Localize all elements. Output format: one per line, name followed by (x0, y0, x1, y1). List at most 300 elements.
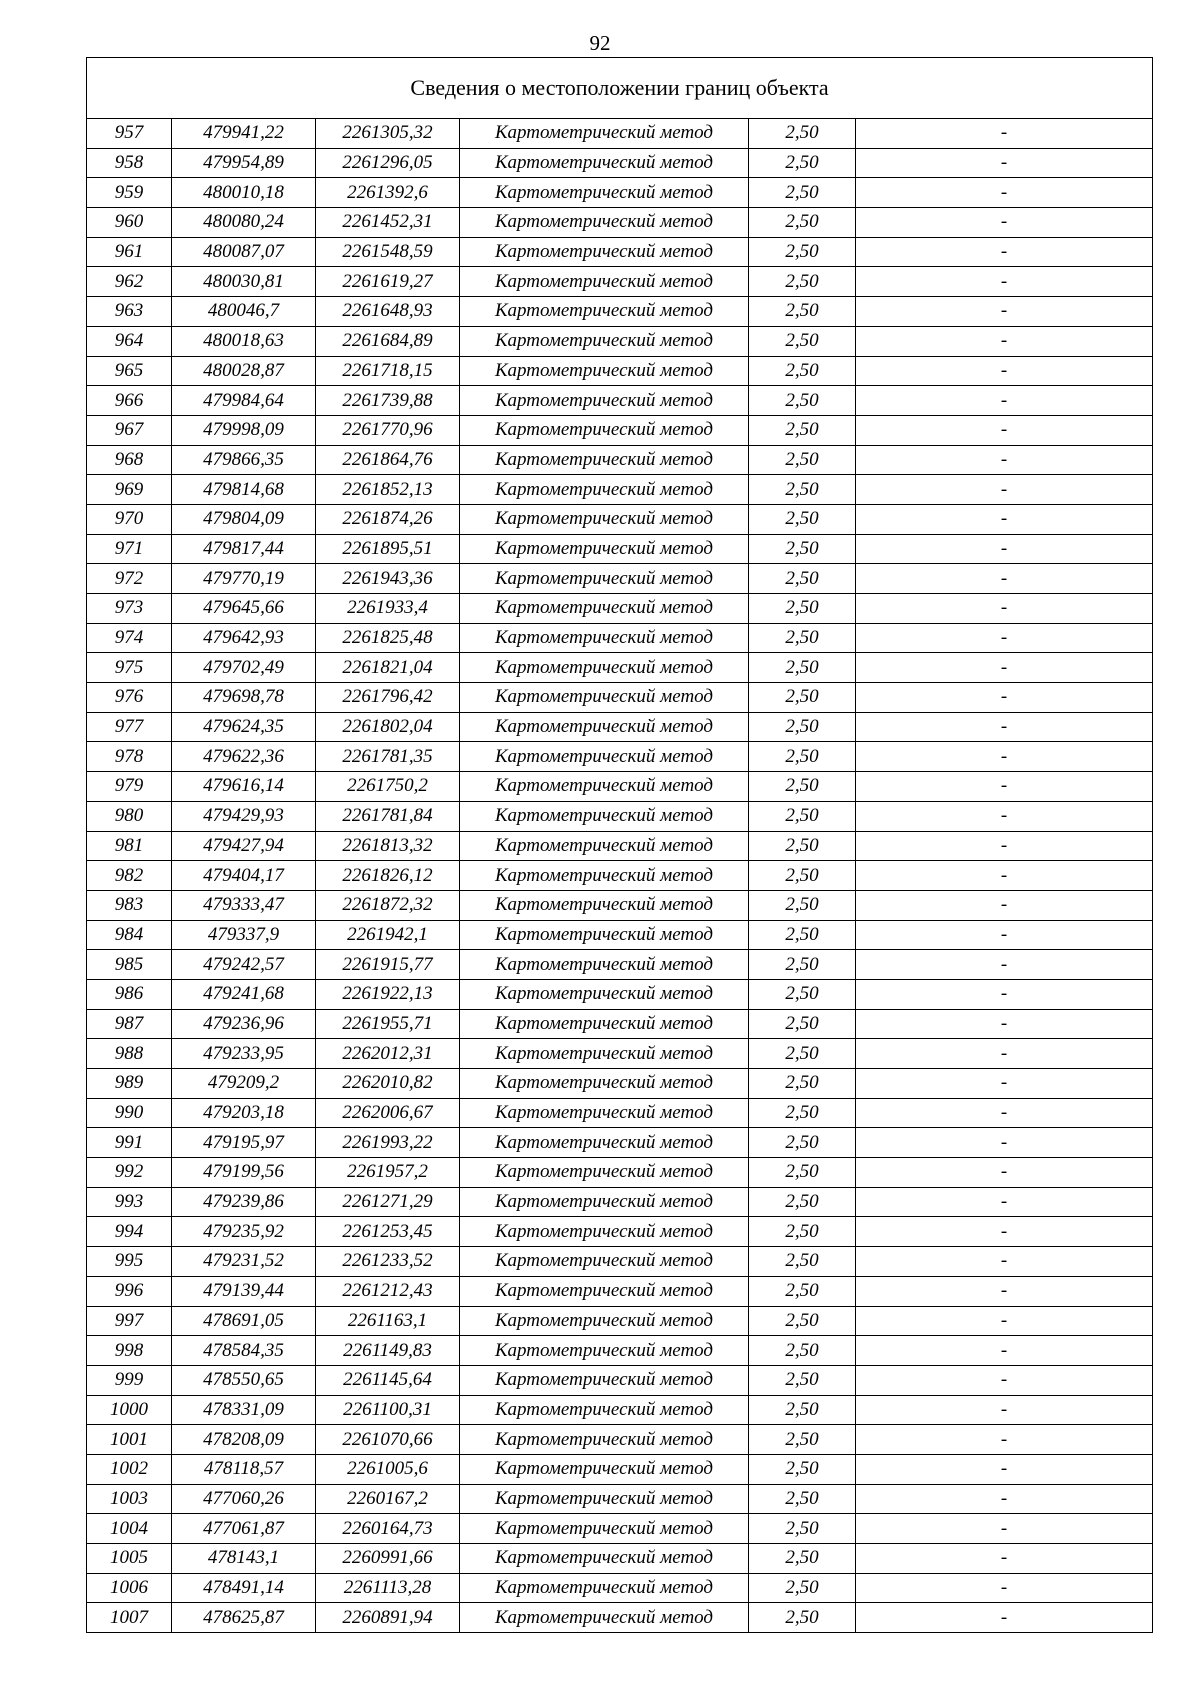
method-cell: Картометрический метод (460, 623, 749, 653)
method-cell: Картометрический метод (460, 801, 749, 831)
x-coordinate-cell: 479645,66 (172, 594, 316, 624)
accuracy-cell: 2,50 (749, 1395, 856, 1425)
x-coordinate-cell: 479427,94 (172, 831, 316, 861)
accuracy-cell: 2,50 (749, 237, 856, 267)
x-coordinate-cell: 479624,35 (172, 712, 316, 742)
y-coordinate-cell: 2261933,4 (316, 594, 460, 624)
accuracy-cell: 2,50 (749, 831, 856, 861)
method-cell: Картометрический метод (460, 1544, 749, 1574)
x-coordinate-cell: 479199,56 (172, 1158, 316, 1188)
table-row (87, 950, 1153, 980)
y-coordinate-cell: 2261163,1 (316, 1306, 460, 1336)
x-coordinate-cell: 479404,17 (172, 861, 316, 891)
table-row (87, 564, 1153, 594)
method-cell: Картометрический метод (460, 1039, 749, 1069)
x-coordinate-cell: 479239,86 (172, 1187, 316, 1217)
x-coordinate-cell: 479770,19 (172, 564, 316, 594)
method-cell: Картометрический метод (460, 712, 749, 742)
point-number-cell: 997 (87, 1306, 172, 1336)
x-coordinate-cell: 479139,44 (172, 1276, 316, 1306)
x-coordinate-cell: 479616,14 (172, 772, 316, 802)
description-cell: - (856, 356, 1153, 386)
point-number-cell: 992 (87, 1158, 172, 1188)
method-cell: Картометрический метод (460, 683, 749, 713)
point-number-cell: 999 (87, 1365, 172, 1395)
table-row (87, 148, 1153, 178)
table-row (87, 415, 1153, 445)
table-caption: Сведения о местоположении границ объекта (87, 58, 1153, 119)
accuracy-cell: 2,50 (749, 683, 856, 713)
accuracy-cell: 2,50 (749, 326, 856, 356)
method-cell: Картометрический метод (460, 1454, 749, 1484)
method-cell: Картометрический метод (460, 237, 749, 267)
table-row (87, 1009, 1153, 1039)
accuracy-cell: 2,50 (749, 356, 856, 386)
method-cell: Картометрический метод (460, 1514, 749, 1544)
accuracy-cell: 2,50 (749, 1425, 856, 1455)
point-number-cell: 967 (87, 415, 172, 445)
accuracy-cell: 2,50 (749, 1247, 856, 1277)
y-coordinate-cell: 2261684,89 (316, 326, 460, 356)
x-coordinate-cell: 477061,87 (172, 1514, 316, 1544)
accuracy-cell: 2,50 (749, 712, 856, 742)
y-coordinate-cell: 2261113,28 (316, 1573, 460, 1603)
accuracy-cell: 2,50 (749, 297, 856, 327)
accuracy-cell: 2,50 (749, 534, 856, 564)
method-cell: Картометрический метод (460, 386, 749, 416)
point-number-cell: 993 (87, 1187, 172, 1217)
description-cell: - (856, 801, 1153, 831)
y-coordinate-cell: 2261070,66 (316, 1425, 460, 1455)
description-cell: - (856, 267, 1153, 297)
description-cell: - (856, 1187, 1153, 1217)
x-coordinate-cell: 478625,87 (172, 1603, 316, 1633)
point-number-cell: 983 (87, 890, 172, 920)
accuracy-cell: 2,50 (749, 1276, 856, 1306)
point-number-cell: 1006 (87, 1573, 172, 1603)
x-coordinate-cell: 479236,96 (172, 1009, 316, 1039)
table-row (87, 623, 1153, 653)
table-row (87, 1069, 1153, 1099)
boundary-coordinates-table (86, 57, 1153, 1633)
accuracy-cell: 2,50 (749, 1039, 856, 1069)
description-cell: - (856, 504, 1153, 534)
accuracy-cell: 2,50 (749, 1603, 856, 1633)
y-coordinate-cell: 2261802,04 (316, 712, 460, 742)
y-coordinate-cell: 2261781,84 (316, 801, 460, 831)
table-row (87, 920, 1153, 950)
method-cell: Картометрический метод (460, 504, 749, 534)
description-cell: - (856, 772, 1153, 802)
table-row (87, 683, 1153, 713)
description-cell: - (856, 1573, 1153, 1603)
accuracy-cell: 2,50 (749, 623, 856, 653)
accuracy-cell: 2,50 (749, 950, 856, 980)
description-cell: - (856, 1454, 1153, 1484)
x-coordinate-cell: 478691,05 (172, 1306, 316, 1336)
method-cell: Картометрический метод (460, 1247, 749, 1277)
y-coordinate-cell: 2261100,31 (316, 1395, 460, 1425)
description-cell: - (856, 1069, 1153, 1099)
table-row (87, 1603, 1153, 1633)
method-cell: Картометрический метод (460, 564, 749, 594)
point-number-cell: 991 (87, 1128, 172, 1158)
y-coordinate-cell: 2261271,29 (316, 1187, 460, 1217)
accuracy-cell: 2,50 (749, 1158, 856, 1188)
table-row (87, 801, 1153, 831)
method-cell: Картометрический метод (460, 1306, 749, 1336)
table-row (87, 1425, 1153, 1455)
x-coordinate-cell: 480030,81 (172, 267, 316, 297)
point-number-cell: 985 (87, 950, 172, 980)
method-cell: Картометрический метод (460, 1128, 749, 1158)
description-cell: - (856, 148, 1153, 178)
x-coordinate-cell: 480010,18 (172, 178, 316, 208)
table-row (87, 1128, 1153, 1158)
table-row (87, 890, 1153, 920)
table-row (87, 1039, 1153, 1069)
method-cell: Картометрический метод (460, 950, 749, 980)
accuracy-cell: 2,50 (749, 742, 856, 772)
point-number-cell: 994 (87, 1217, 172, 1247)
description-cell: - (856, 208, 1153, 238)
point-number-cell: 989 (87, 1069, 172, 1099)
x-coordinate-cell: 479804,09 (172, 504, 316, 534)
description-cell: - (856, 1514, 1153, 1544)
method-cell: Картометрический метод (460, 119, 749, 149)
table-row (87, 712, 1153, 742)
accuracy-cell: 2,50 (749, 1544, 856, 1574)
x-coordinate-cell: 480046,7 (172, 297, 316, 327)
description-cell: - (856, 178, 1153, 208)
x-coordinate-cell: 478208,09 (172, 1425, 316, 1455)
table-row (87, 1276, 1153, 1306)
method-cell: Картометрический метод (460, 920, 749, 950)
x-coordinate-cell: 479702,49 (172, 653, 316, 683)
table-row (87, 119, 1153, 149)
y-coordinate-cell: 2261296,05 (316, 148, 460, 178)
table-row (87, 1365, 1153, 1395)
accuracy-cell: 2,50 (749, 1217, 856, 1247)
description-cell: - (856, 653, 1153, 683)
description-cell: - (856, 890, 1153, 920)
method-cell: Картометрический метод (460, 326, 749, 356)
method-cell: Картометрический метод (460, 594, 749, 624)
y-coordinate-cell: 2261392,6 (316, 178, 460, 208)
y-coordinate-cell: 2261149,83 (316, 1336, 460, 1366)
y-coordinate-cell: 2261781,35 (316, 742, 460, 772)
point-number-cell: 974 (87, 623, 172, 653)
accuracy-cell: 2,50 (749, 1187, 856, 1217)
y-coordinate-cell: 2260164,73 (316, 1514, 460, 1544)
y-coordinate-cell: 2261548,59 (316, 237, 460, 267)
accuracy-cell: 2,50 (749, 1573, 856, 1603)
point-number-cell: 976 (87, 683, 172, 713)
point-number-cell: 958 (87, 148, 172, 178)
point-number-cell: 971 (87, 534, 172, 564)
y-coordinate-cell: 2261796,42 (316, 683, 460, 713)
accuracy-cell: 2,50 (749, 445, 856, 475)
table-row (87, 1098, 1153, 1128)
description-cell: - (856, 1039, 1153, 1069)
method-cell: Картометрический метод (460, 1425, 749, 1455)
x-coordinate-cell: 479195,97 (172, 1128, 316, 1158)
accuracy-cell: 2,50 (749, 208, 856, 238)
y-coordinate-cell: 2262006,67 (316, 1098, 460, 1128)
table-row (87, 267, 1153, 297)
y-coordinate-cell: 2261864,76 (316, 445, 460, 475)
y-coordinate-cell: 2261825,48 (316, 623, 460, 653)
point-number-cell: 990 (87, 1098, 172, 1128)
point-number-cell: 980 (87, 801, 172, 831)
point-number-cell: 981 (87, 831, 172, 861)
table-row (87, 1573, 1153, 1603)
table-row (87, 1158, 1153, 1188)
table-row (87, 475, 1153, 505)
accuracy-cell: 2,50 (749, 1306, 856, 1336)
x-coordinate-cell: 479242,57 (172, 950, 316, 980)
table-row (87, 1454, 1153, 1484)
y-coordinate-cell: 2261957,2 (316, 1158, 460, 1188)
y-coordinate-cell: 2261619,27 (316, 267, 460, 297)
point-number-cell: 957 (87, 119, 172, 149)
y-coordinate-cell: 2261005,6 (316, 1454, 460, 1484)
description-cell: - (856, 1098, 1153, 1128)
table-row (87, 237, 1153, 267)
y-coordinate-cell: 2261718,15 (316, 356, 460, 386)
x-coordinate-cell: 479231,52 (172, 1247, 316, 1277)
table-row (87, 1306, 1153, 1336)
method-cell: Картометрический метод (460, 475, 749, 505)
table-row (87, 594, 1153, 624)
accuracy-cell: 2,50 (749, 890, 856, 920)
description-cell: - (856, 623, 1153, 653)
description-cell: - (856, 683, 1153, 713)
table-row (87, 772, 1153, 802)
description-cell: - (856, 1306, 1153, 1336)
method-cell: Картометрический метод (460, 356, 749, 386)
y-coordinate-cell: 2261993,22 (316, 1128, 460, 1158)
x-coordinate-cell: 479622,36 (172, 742, 316, 772)
point-number-cell: 988 (87, 1039, 172, 1069)
point-number-cell: 1001 (87, 1425, 172, 1455)
x-coordinate-cell: 478491,14 (172, 1573, 316, 1603)
point-number-cell: 995 (87, 1247, 172, 1277)
y-coordinate-cell: 2260991,66 (316, 1544, 460, 1574)
table-row (87, 1247, 1153, 1277)
y-coordinate-cell: 2261305,32 (316, 119, 460, 149)
accuracy-cell: 2,50 (749, 1336, 856, 1366)
point-number-cell: 1004 (87, 1514, 172, 1544)
description-cell: - (856, 445, 1153, 475)
accuracy-cell: 2,50 (749, 1128, 856, 1158)
accuracy-cell: 2,50 (749, 772, 856, 802)
table-row (87, 178, 1153, 208)
accuracy-cell: 2,50 (749, 920, 856, 950)
y-coordinate-cell: 2261145,64 (316, 1365, 460, 1395)
y-coordinate-cell: 2262010,82 (316, 1069, 460, 1099)
x-coordinate-cell: 480087,07 (172, 237, 316, 267)
accuracy-cell: 2,50 (749, 1365, 856, 1395)
description-cell: - (856, 1247, 1153, 1277)
description-cell: - (856, 1365, 1153, 1395)
y-coordinate-cell: 2261739,88 (316, 386, 460, 416)
x-coordinate-cell: 479233,95 (172, 1039, 316, 1069)
y-coordinate-cell: 2260891,94 (316, 1603, 460, 1633)
x-coordinate-cell: 480028,87 (172, 356, 316, 386)
accuracy-cell: 2,50 (749, 504, 856, 534)
method-cell: Картометрический метод (460, 1484, 749, 1514)
method-cell: Картометрический метод (460, 772, 749, 802)
point-number-cell: 982 (87, 861, 172, 891)
description-cell: - (856, 979, 1153, 1009)
point-number-cell: 1003 (87, 1484, 172, 1514)
method-cell: Картометрический метод (460, 208, 749, 238)
method-cell: Картометрический метод (460, 979, 749, 1009)
accuracy-cell: 2,50 (749, 148, 856, 178)
point-number-cell: 959 (87, 178, 172, 208)
accuracy-cell: 2,50 (749, 1009, 856, 1039)
method-cell: Картометрический метод (460, 861, 749, 891)
point-number-cell: 963 (87, 297, 172, 327)
table-row (87, 534, 1153, 564)
table-row (87, 386, 1153, 416)
method-cell: Картометрический метод (460, 148, 749, 178)
x-coordinate-cell: 479337,9 (172, 920, 316, 950)
method-cell: Картометрический метод (460, 267, 749, 297)
point-number-cell: 979 (87, 772, 172, 802)
method-cell: Картометрический метод (460, 890, 749, 920)
description-cell: - (856, 1544, 1153, 1574)
description-cell: - (856, 326, 1153, 356)
description-cell: - (856, 861, 1153, 891)
method-cell: Картометрический метод (460, 297, 749, 327)
x-coordinate-cell: 479817,44 (172, 534, 316, 564)
x-coordinate-cell: 477060,26 (172, 1484, 316, 1514)
method-cell: Картометрический метод (460, 653, 749, 683)
description-cell: - (856, 950, 1153, 980)
description-cell: - (856, 119, 1153, 149)
point-number-cell: 987 (87, 1009, 172, 1039)
x-coordinate-cell: 479333,47 (172, 890, 316, 920)
point-number-cell: 968 (87, 445, 172, 475)
description-cell: - (856, 1276, 1153, 1306)
method-cell: Картометрический метод (460, 742, 749, 772)
description-cell: - (856, 534, 1153, 564)
y-coordinate-cell: 2261922,13 (316, 979, 460, 1009)
method-cell: Картометрический метод (460, 1009, 749, 1039)
description-cell: - (856, 1425, 1153, 1455)
y-coordinate-cell: 2261872,32 (316, 890, 460, 920)
point-number-cell: 970 (87, 504, 172, 534)
point-number-cell: 975 (87, 653, 172, 683)
method-cell: Картометрический метод (460, 1276, 749, 1306)
y-coordinate-cell: 2261770,96 (316, 415, 460, 445)
table-row (87, 1217, 1153, 1247)
table-row (87, 653, 1153, 683)
accuracy-cell: 2,50 (749, 1514, 856, 1544)
accuracy-cell: 2,50 (749, 475, 856, 505)
x-coordinate-cell: 479954,89 (172, 148, 316, 178)
point-number-cell: 966 (87, 386, 172, 416)
description-cell: - (856, 1009, 1153, 1039)
method-cell: Картометрический метод (460, 1336, 749, 1366)
y-coordinate-cell: 2261233,52 (316, 1247, 460, 1277)
table-row (87, 1336, 1153, 1366)
y-coordinate-cell: 2261648,93 (316, 297, 460, 327)
y-coordinate-cell: 2261813,32 (316, 831, 460, 861)
description-cell: - (856, 831, 1153, 861)
point-number-cell: 961 (87, 237, 172, 267)
x-coordinate-cell: 479998,09 (172, 415, 316, 445)
table-row (87, 831, 1153, 861)
description-cell: - (856, 1128, 1153, 1158)
point-number-cell: 1005 (87, 1544, 172, 1574)
accuracy-cell: 2,50 (749, 1069, 856, 1099)
x-coordinate-cell: 480080,24 (172, 208, 316, 238)
table-row (87, 445, 1153, 475)
x-coordinate-cell: 479203,18 (172, 1098, 316, 1128)
description-cell: - (856, 386, 1153, 416)
accuracy-cell: 2,50 (749, 801, 856, 831)
x-coordinate-cell: 479235,92 (172, 1217, 316, 1247)
x-coordinate-cell: 478118,57 (172, 1454, 316, 1484)
x-coordinate-cell: 479941,22 (172, 119, 316, 149)
table-row (87, 297, 1153, 327)
page-number: 92 (589, 31, 611, 55)
table-row (87, 1484, 1153, 1514)
y-coordinate-cell: 2261212,43 (316, 1276, 460, 1306)
y-coordinate-cell: 2261874,26 (316, 504, 460, 534)
accuracy-cell: 2,50 (749, 564, 856, 594)
x-coordinate-cell: 478143,1 (172, 1544, 316, 1574)
method-cell: Картометрический метод (460, 445, 749, 475)
x-coordinate-cell: 479698,78 (172, 683, 316, 713)
accuracy-cell: 2,50 (749, 1454, 856, 1484)
method-cell: Картометрический метод (460, 1158, 749, 1188)
table-row (87, 356, 1153, 386)
accuracy-cell: 2,50 (749, 178, 856, 208)
accuracy-cell: 2,50 (749, 386, 856, 416)
table-row (87, 504, 1153, 534)
point-number-cell: 965 (87, 356, 172, 386)
x-coordinate-cell: 478331,09 (172, 1395, 316, 1425)
point-number-cell: 973 (87, 594, 172, 624)
point-number-cell: 960 (87, 208, 172, 238)
method-cell: Картометрический метод (460, 415, 749, 445)
point-number-cell: 984 (87, 920, 172, 950)
description-cell: - (856, 594, 1153, 624)
y-coordinate-cell: 2261826,12 (316, 861, 460, 891)
description-cell: - (856, 1484, 1153, 1514)
table-row (87, 1514, 1153, 1544)
y-coordinate-cell: 2260167,2 (316, 1484, 460, 1514)
x-coordinate-cell: 479241,68 (172, 979, 316, 1009)
method-cell: Картометрический метод (460, 1069, 749, 1099)
method-cell: Картометрический метод (460, 1187, 749, 1217)
method-cell: Картометрический метод (460, 1365, 749, 1395)
method-cell: Картометрический метод (460, 1603, 749, 1633)
point-number-cell: 962 (87, 267, 172, 297)
x-coordinate-cell: 479984,64 (172, 386, 316, 416)
accuracy-cell: 2,50 (749, 979, 856, 1009)
accuracy-cell: 2,50 (749, 653, 856, 683)
x-coordinate-cell: 478584,35 (172, 1336, 316, 1366)
description-cell: - (856, 415, 1153, 445)
description-cell: - (856, 475, 1153, 505)
x-coordinate-cell: 479429,93 (172, 801, 316, 831)
method-cell: Картометрический метод (460, 831, 749, 861)
